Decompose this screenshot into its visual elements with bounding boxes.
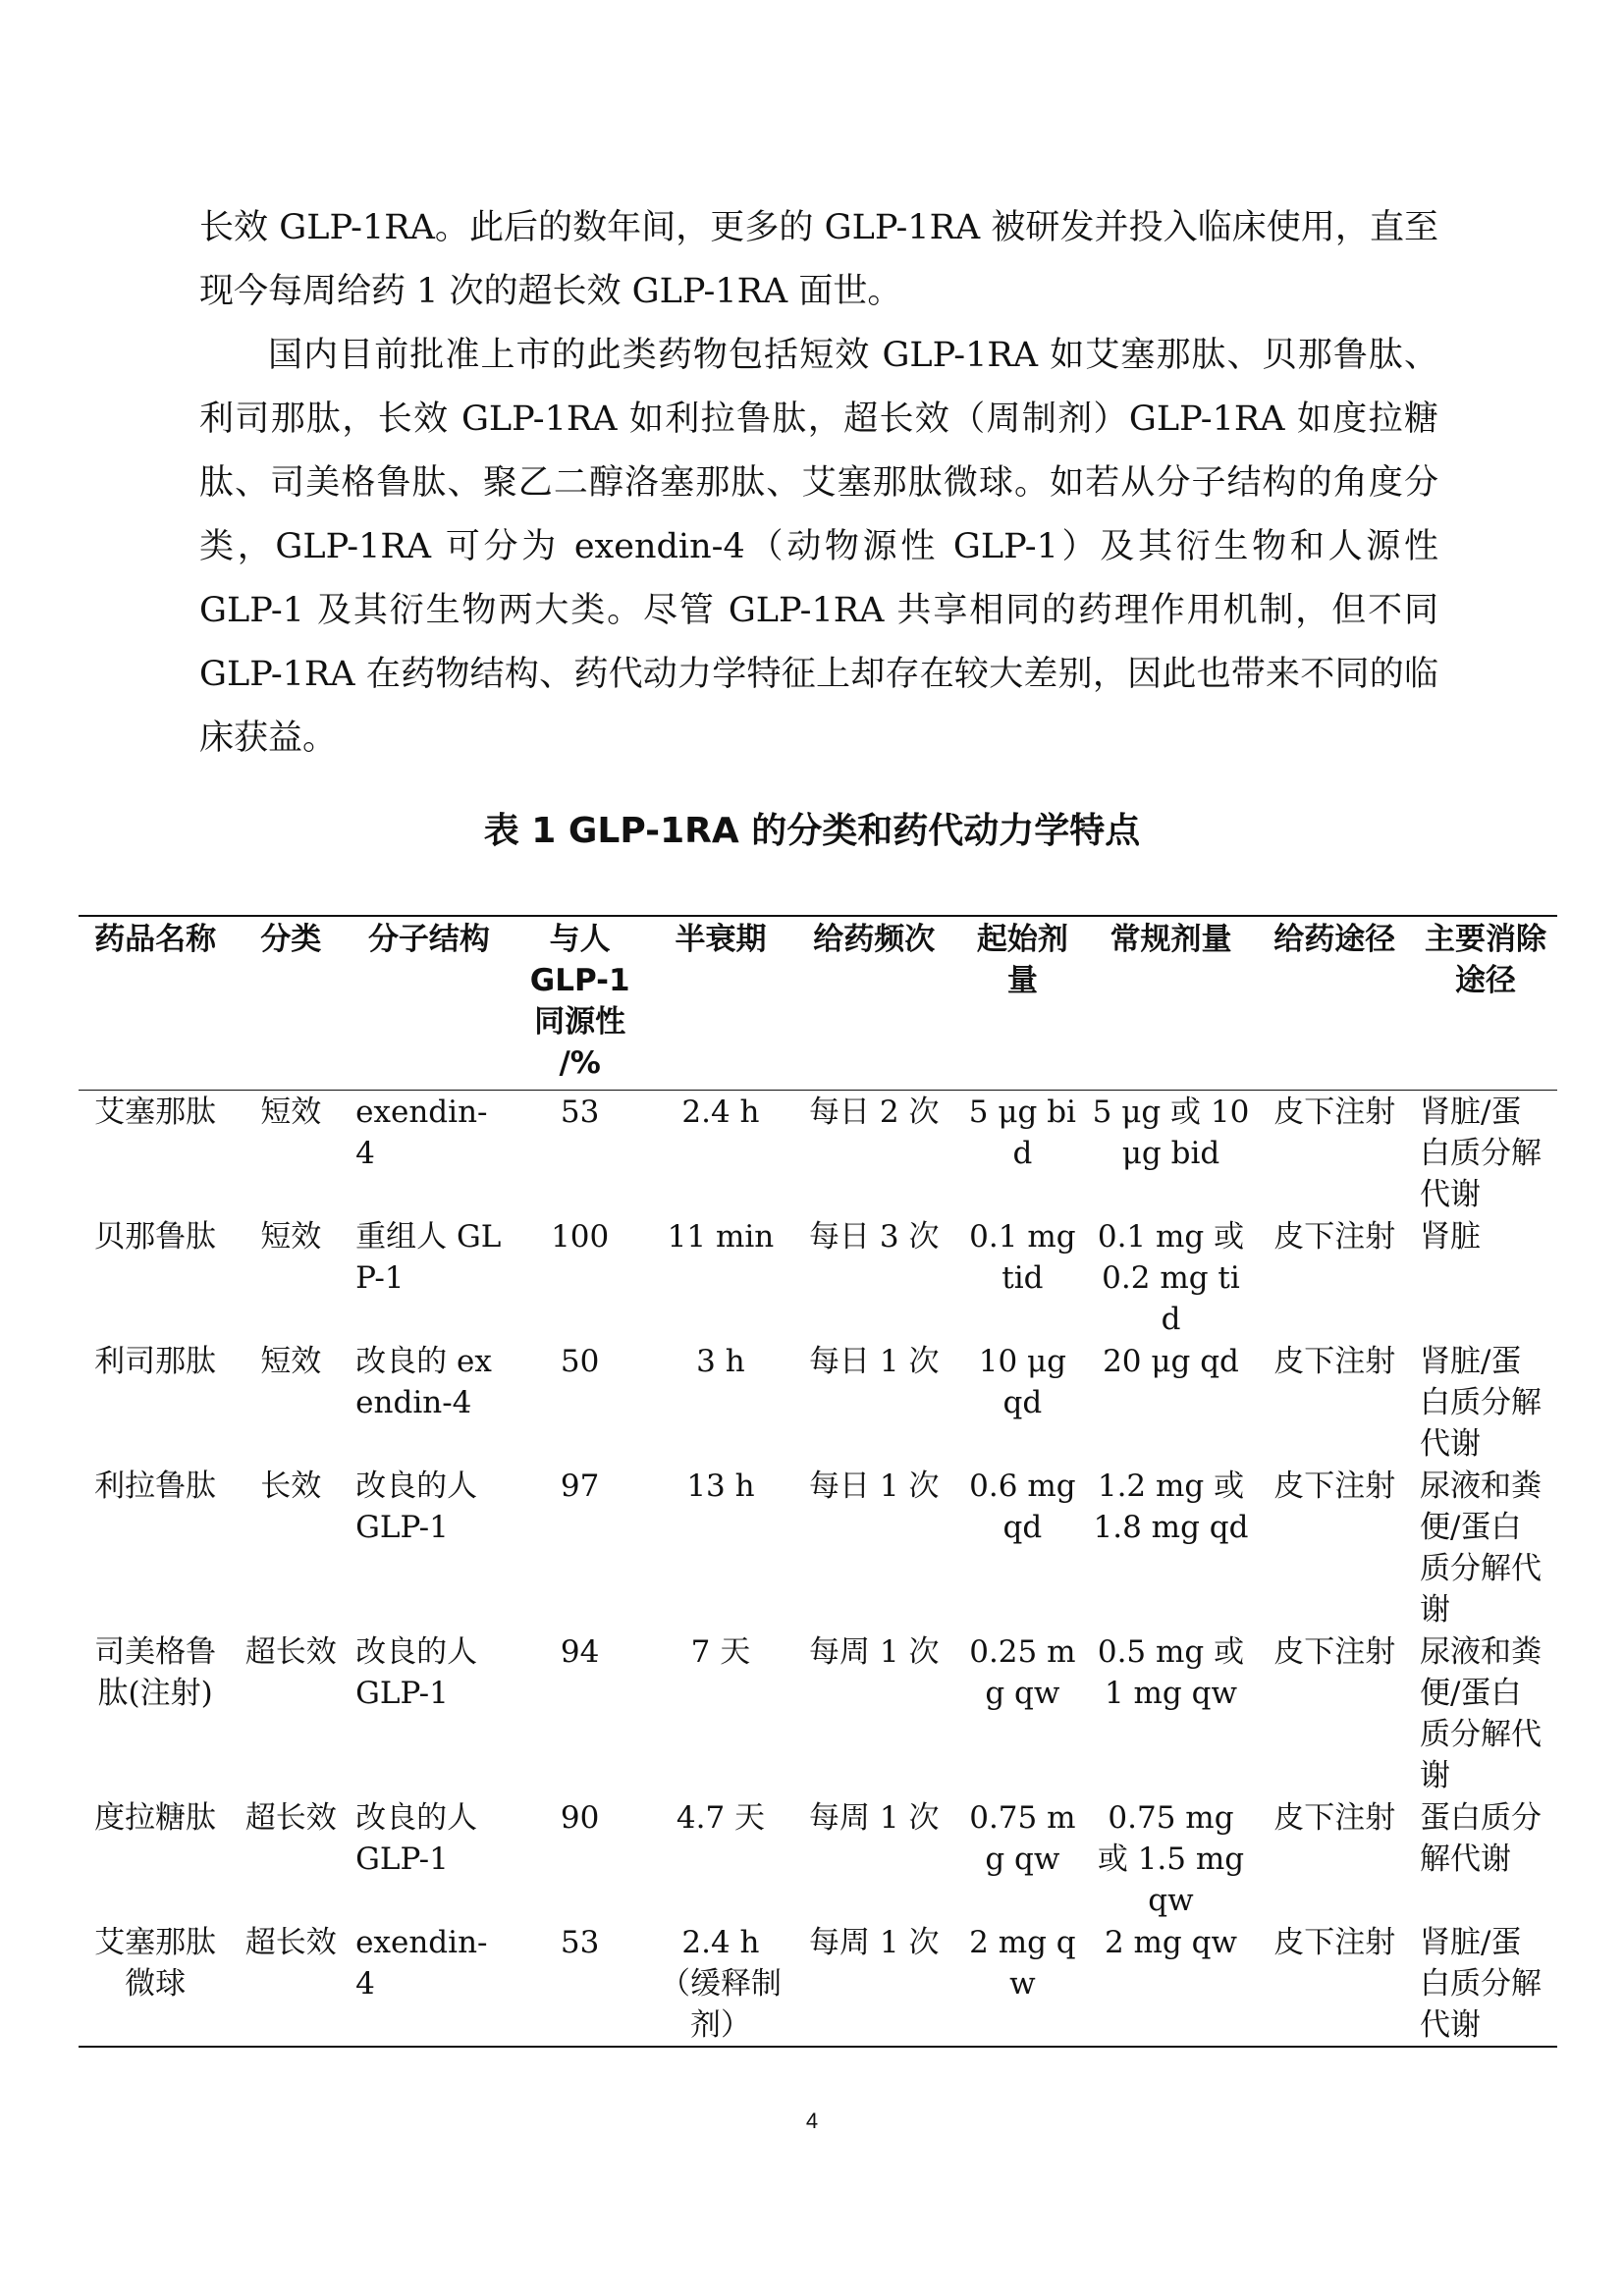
table-row [79,1340,1557,1465]
table-row [79,1630,1557,1796]
cell-elimination: 肾脏 [1420,1219,1481,1255]
cell-homology: 97 [560,1468,600,1504]
cell-drug-name: 利司那肽 [94,1344,217,1379]
cell-class: 长效 [260,1468,322,1504]
cell-drug-name: 利拉鲁肽 [94,1468,217,1504]
cell-structure: exendin-4 [355,1925,488,2002]
cell-half-life: 2.4 h [681,1095,760,1130]
cell-half-life: 13 h [686,1468,755,1504]
cell-structure: 改良的人 GLP-1 [355,1634,478,1711]
cell-start-dose: 0.75 mg qw [969,1800,1076,1877]
header-half-life: 半衰期 [675,922,767,957]
cell-elimination: 尿液和粪便/蛋白质分解代谢 [1420,1634,1542,1793]
cell-homology: 94 [560,1634,600,1670]
header-homology: 与人 GLP-1 同源性 /% [529,922,630,1081]
cell-homology: 50 [560,1344,600,1379]
cell-drug-name: 贝那鲁肽 [94,1219,217,1255]
cell-drug-name: 艾塞那肽微球 [94,1925,217,2002]
table-row [79,1091,1557,1216]
paragraph-1: 长效 GLP-1RA。此后的数年间，更多的 GLP-1RA 被研发并投入临床使用，直至现今每周给药 1 次的超长效 GLP-1RA 面世。 [199,208,1438,311]
cell-regular-dose: 0.1 mg 或 0.2 mg tid [1097,1219,1245,1337]
cell-start-dose: 0.1 mg tid [969,1219,1076,1296]
cell-drug-name: 度拉糖肽 [94,1800,217,1836]
table-row [79,1215,1557,1340]
cell-frequency: 每周 1 次 [809,1634,940,1670]
page-number: 4 [805,2109,819,2133]
cell-structure: exendin-4 [355,1095,488,1171]
table-header-row [79,916,1557,1091]
cell-half-life: 7 天 [690,1634,751,1670]
table-row [79,1465,1557,1630]
cell-regular-dose: 0.5 mg 或 1 mg qw [1097,1634,1245,1711]
header-drug-name: 药品名称 [94,922,217,957]
body-text [199,196,1438,771]
cell-class: 超长效 [244,1800,337,1836]
cell-start-dose: 2 mg qw [969,1925,1076,2002]
cell-route: 皮下注射 [1273,1468,1396,1504]
header-start-dose: 起始剂量 [976,922,1068,998]
cell-homology: 100 [551,1219,610,1255]
cell-class: 短效 [260,1095,322,1130]
cell-class: 短效 [260,1344,322,1379]
cell-route: 皮下注射 [1273,1219,1396,1255]
cell-regular-dose: 2 mg qw [1104,1925,1238,1960]
cell-start-dose: 0.6 mg qd [969,1468,1076,1545]
cell-frequency: 每日 3 次 [809,1219,940,1255]
cell-elimination: 尿液和粪便/蛋白质分解代谢 [1420,1468,1542,1628]
cell-half-life: 2.4 h（缓释制剂） [659,1925,782,2043]
cell-half-life: 11 min [667,1219,775,1255]
cell-frequency: 每周 1 次 [809,1925,940,1960]
cell-frequency: 每日 1 次 [809,1344,940,1379]
cell-class: 短效 [260,1219,322,1255]
header-route: 给药途径 [1273,922,1396,957]
cell-half-life: 3 h [696,1344,745,1379]
cell-frequency: 每日 2 次 [809,1095,940,1130]
table-row [79,1796,1557,1921]
cell-route: 皮下注射 [1273,1344,1396,1379]
cell-structure: 改良的 exendin-4 [355,1344,492,1420]
cell-drug-name: 司美格鲁肽(注射) [94,1634,217,1711]
cell-frequency: 每日 1 次 [809,1468,940,1504]
cell-structure: 改良的人 GLP-1 [355,1800,478,1877]
cell-elimination: 肾脏/蛋白质分解代谢 [1420,1344,1542,1462]
cell-route: 皮下注射 [1273,1800,1396,1836]
cell-class: 超长效 [244,1925,337,1960]
header-structure: 分子结构 [367,922,490,957]
cell-route: 皮下注射 [1273,1634,1396,1670]
cell-elimination: 蛋白质分解代谢 [1420,1800,1542,1877]
cell-elimination: 肾脏/蛋白质分解代谢 [1420,1095,1542,1212]
cell-class: 超长效 [244,1634,337,1670]
cell-half-life: 4.7 天 [676,1800,766,1836]
cell-homology: 90 [560,1800,600,1836]
cell-route: 皮下注射 [1273,1095,1396,1130]
cell-start-dose: 0.25 mg qw [969,1634,1076,1711]
cell-start-dose: 5 μg bid [968,1095,1076,1171]
cell-homology: 53 [560,1925,600,1960]
header-elimination: 主要消除途径 [1425,922,1546,998]
cell-start-dose: 10 μg qd [978,1344,1067,1420]
header-class: 分类 [260,922,322,957]
header-frequency: 给药频次 [813,922,936,957]
cell-structure: 改良的人 GLP-1 [355,1468,478,1545]
cell-elimination: 肾脏/蛋白质分解代谢 [1420,1925,1542,2043]
cell-regular-dose: 0.75 mg 或 1.5 mg qw [1097,1800,1245,1918]
paragraph-2: 国内目前批准上市的此类药物包括短效 GLP-1RA 如艾塞那肽、贝那鲁肽、利司那肽，长效 GLP-1RA 如利拉鲁肽，超长效（周制剂）GLP-1RA 如度拉糖肽、司美格鲁肽、聚乙二醇洛塞那肽、艾塞那肽微球。如若从分子结构的角度分类，GLP-1RA 可分为 exendin-4（动物源性 GLP-1）及其衍生物和人源性 GLP-1 及其衍生物两大类。尽管 GLP-1RA 共享相同的药理作用机制，但不同 GLP-1RA 在药物结构、药代动力学特征上却存在较大差别，因此也带来不同的临床获益。 [199,336,1438,758]
cell-regular-dose: 1.2 mg 或 1.8 mg qd [1093,1468,1249,1545]
cell-regular-dose: 5 μg 或 10 μg bid [1092,1095,1250,1171]
cell-homology: 53 [560,1095,600,1130]
cell-drug-name: 艾塞那肽 [94,1095,217,1130]
table-row [79,1921,1557,2047]
cell-route: 皮下注射 [1273,1925,1396,1960]
table-title: 表 1 GLP-1RA 的分类和药代动力学特点 [483,811,1141,851]
cell-frequency: 每周 1 次 [809,1800,940,1836]
cell-regular-dose: 20 μg qd [1103,1344,1239,1379]
cell-structure: 重组人 GLP-1 [355,1219,502,1296]
glp1ra-table [79,915,1557,2048]
header-regular-dose: 常规剂量 [1110,922,1232,957]
